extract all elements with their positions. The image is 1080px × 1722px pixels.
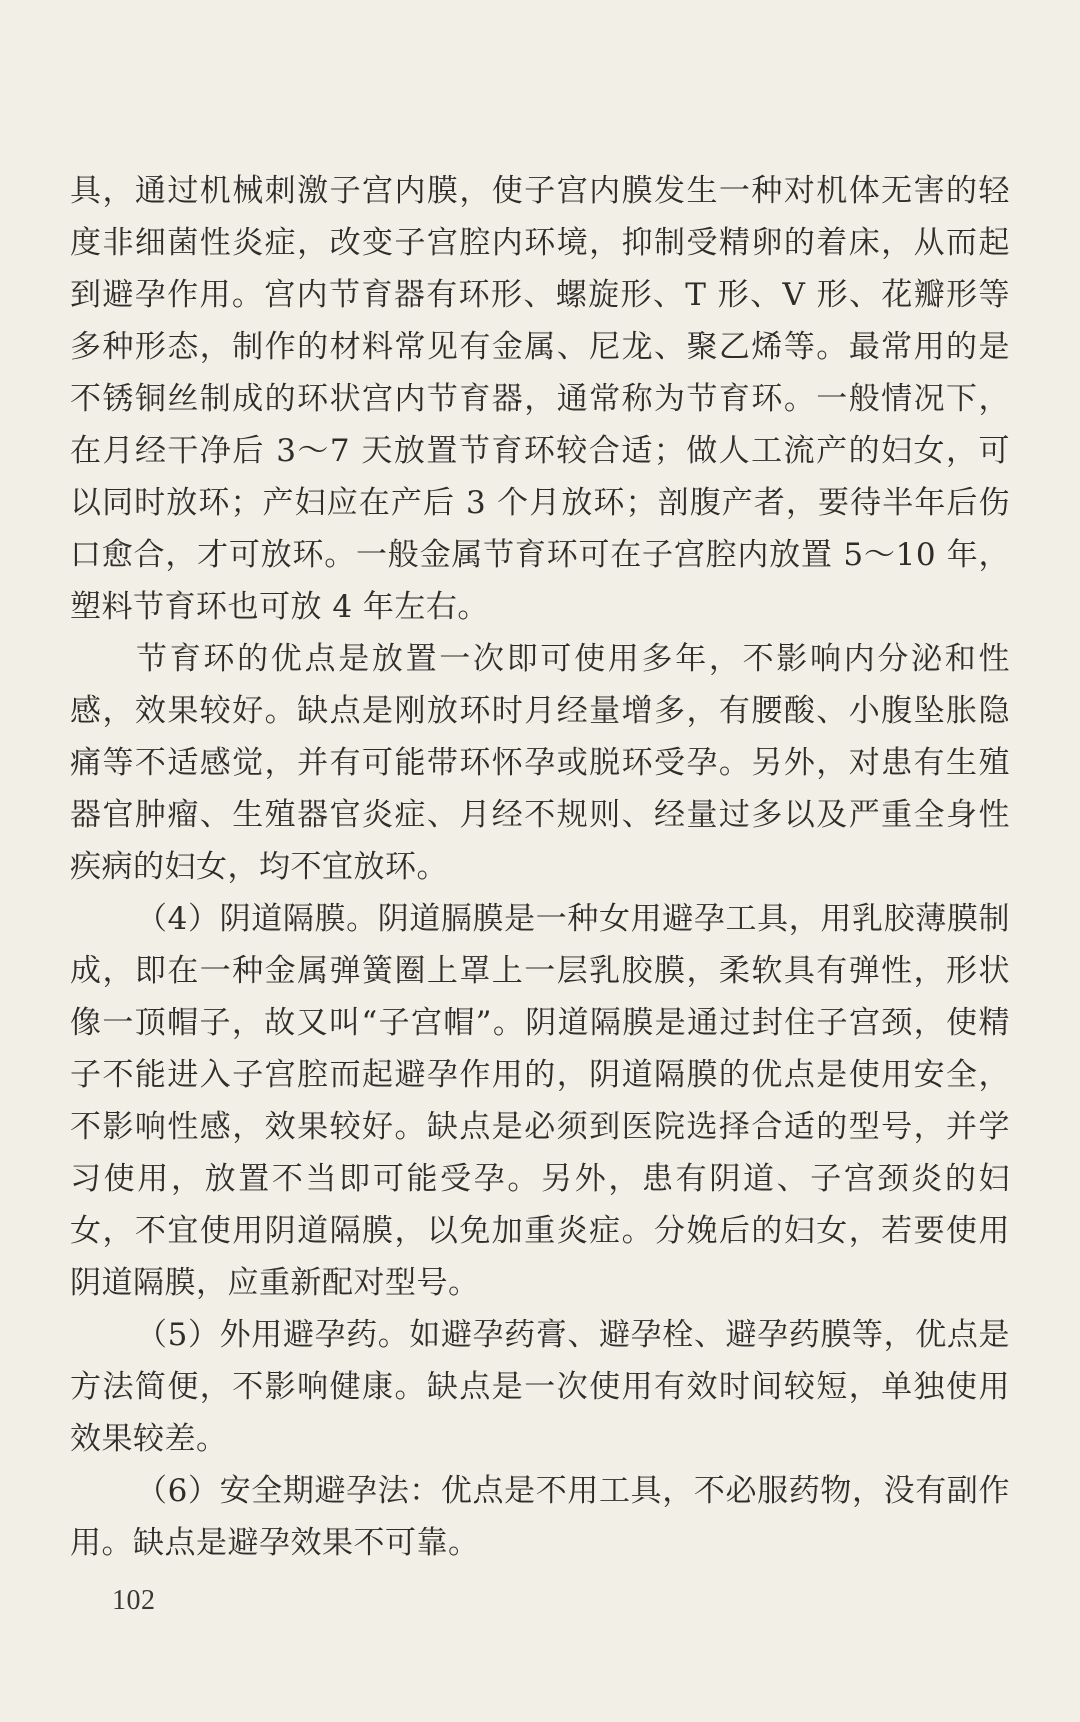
paragraph-iud-description: 具，通过机械刺激子宫内膜，使子宫内膜发生一种对机体无害的轻度非细菌性炎症，改变子宫腔内环境，抑制受精卵的着床，从而起到避孕作用。宫内节育器有环形、螺旋形、T 形、V 形、花瓣形等多种形态，制作的材料常见有金属、尼龙、聚乙烯等。最常用的是不锈铜丝制成的环状宫内节育器，通常称为节育环。一般情况下，在月经干净后 3～7 天放置节育环较合适；做人工流产的妇女，可以同时放环；产妇应在产后 3 个月放环；剖腹产者，要待半年后伤口愈合，才可放环。一般金属节育环可在子宫腔内放置 5～10 年，塑料节育环也可放 4 年左右。: [70, 173, 1010, 625]
paragraph-topical-contraceptive: （5）外用避孕药。如避孕药膏、避孕栓、避孕药膜等，优点是方法简便，不影响健康。缺点是一次使用有效时间较短，单独使用效果较差。: [70, 1317, 1010, 1457]
paragraph-diaphragm: （4）阴道隔膜。阴道膈膜是一种女用避孕工具，用乳胶薄膜制成，即在一种金属弹簧圈上罩上一层乳胶膜，柔软具有弹性，形状像一顶帽子，故又叫“子宫帽”。阴道隔膜是通过封住子宫颈，使精子不能进入子宫腔而起避孕作用的，阴道隔膜的优点是使用安全，不影响性感，效果较好。缺点是必须到医院选择合适的型号，并学习使用，放置不当即可能受孕。另外，患有阴道、子宫颈炎的妇女，不宜使用阴道隔膜，以免加重炎症。分娩后的妇女，若要使用阴道隔膜，应重新配对型号。: [70, 901, 1010, 1301]
paragraph-safe-period: （6）安全期避孕法：优点是不用工具，不必服药物，没有副作用。缺点是避孕效果不可靠。: [70, 1473, 1010, 1561]
body-text: [70, 165, 1010, 1569]
paragraph-iud-pros-cons: 节育环的优点是放置一次即可使用多年，不影响内分泌和性感，效果较好。缺点是刚放环时月经量增多，有腰酸、小腹坠胀隐痛等不适感觉，并有可能带环怀孕或脱环受孕。另外，对患有生殖器官肿瘤、生殖器官炎症、月经不规则、经量过多以及严重全身性疾病的妇女，均不宜放环。: [70, 641, 1010, 885]
page-number: 102: [112, 1585, 156, 1616]
